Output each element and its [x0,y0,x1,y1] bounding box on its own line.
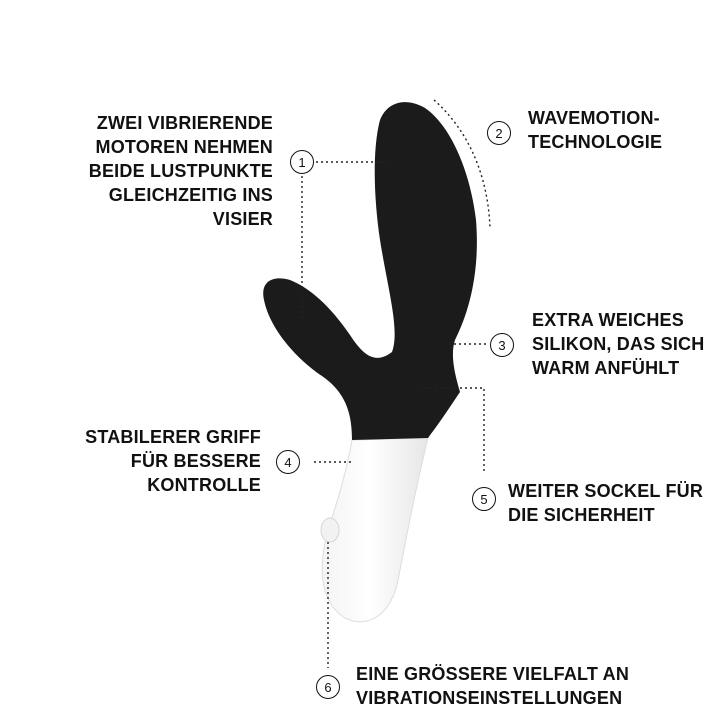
callout-number-4: 4 [276,450,300,474]
callout-text-6: EINE GRÖSSERE VIELFALT AN VIBRATIONSEINSTELLUNGEN [356,664,630,708]
callout-text-1: ZWEI VIBRIERENDE MOTOREN NEHMEN BEIDE LUSTPUNKTE GLEICHZEITIG INS VISIER [88,113,273,229]
callout-text-2: WAVEMOTION- TECHNOLOGIE [528,108,663,152]
callout-number-2: 2 [487,121,511,145]
callout-number-3: 3 [490,333,514,357]
control-button [321,518,339,542]
callout-number-6: 6 [316,675,340,699]
callout-text-3: EXTRA WEICHES SILIKON, DAS SICH WARM ANFÜHLT [532,310,705,378]
callout-text-5: WEITER SOCKEL FÜR DIE SICHERHEIT [508,481,704,525]
callout-text-4: STABILERER GRIFF FÜR BESSERE KONTROLLE [85,427,261,495]
callout-number-1: 1 [290,150,314,174]
callout-number-5: 5 [472,487,496,511]
